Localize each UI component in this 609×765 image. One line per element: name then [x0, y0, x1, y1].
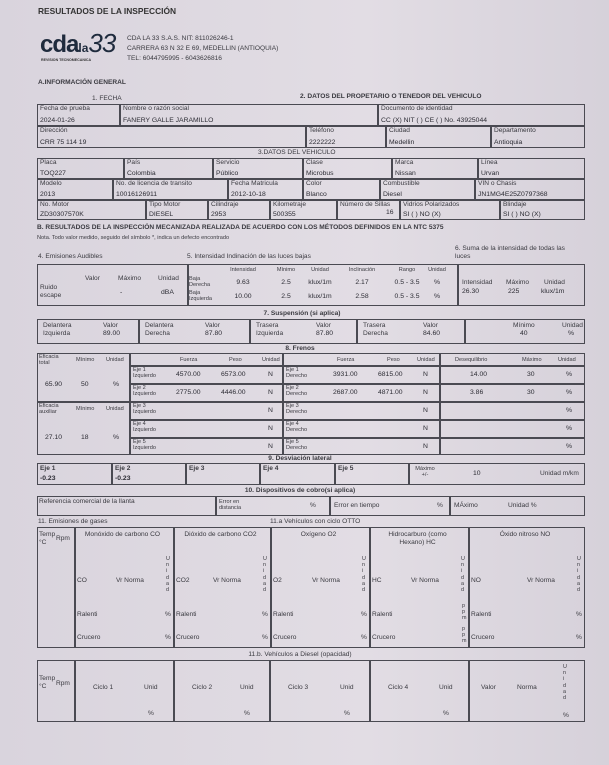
ruido-valor: -	[120, 289, 123, 296]
diesel-temp-label: Temp °C	[39, 675, 56, 690]
error-distancia-label: Error en distancia	[219, 499, 242, 511]
light-value: 2.58	[355, 293, 369, 300]
vehicle-section-title: 3.DATOS DEL VEHICULO	[258, 149, 336, 156]
desequilibrio-value: 14.00	[470, 371, 488, 378]
deseq-unidad: %	[566, 425, 573, 432]
diesel-unid-label: Unid	[439, 684, 453, 691]
lights-header: Mínimo	[276, 267, 296, 273]
marca-value: Nissan	[395, 170, 416, 177]
lights-header: Unidad	[428, 267, 446, 273]
diesel-unit: %	[148, 710, 154, 717]
gas-unit-ralenti: %	[262, 611, 268, 618]
right-unidad-header: Unidad	[417, 357, 435, 363]
left-fuerza-header: Fuerza	[180, 357, 198, 363]
gas-crucero: Crucero	[77, 634, 101, 641]
cilindraje-value: 2953	[211, 211, 227, 218]
deviation-eje-value: -0.23	[40, 475, 56, 482]
gas-unit-ralenti: ppm	[462, 603, 467, 622]
table-cell	[440, 402, 585, 420]
suspension-valor-header: Valor	[103, 322, 118, 329]
documento-label: Documento de identidad	[381, 105, 453, 112]
eficacia-total-value: 65.90	[45, 381, 63, 388]
table-cell	[440, 420, 585, 438]
left-unidad-header: Unidad	[262, 357, 280, 363]
light-row-label: Baja Derecha	[189, 276, 211, 288]
eficacia-auxiliar-value: 27.10	[45, 434, 63, 441]
gas-code: CO	[77, 577, 87, 584]
suspension-unidad: %	[568, 330, 575, 337]
table-cell	[440, 366, 585, 384]
linea-label: Línea	[481, 159, 498, 166]
diesel-ciclo-label: Ciclo 2	[192, 684, 213, 691]
gas-block	[469, 527, 585, 648]
left-peso: 6573.00	[221, 371, 246, 378]
vidrios-label: Vidrios Polarizados	[403, 201, 460, 208]
light-value: %	[433, 293, 441, 300]
deseq-unidad: %	[566, 443, 573, 450]
kilometraje-label: Kilometraje	[273, 201, 306, 208]
axle-label: Eje 3 Derecho	[286, 403, 308, 415]
axle-label: Eje 5 Izquierdo	[133, 439, 157, 451]
otto-title: 11.a Vehículos con ciclo OTTO	[270, 518, 361, 525]
diesel-cycle-cell	[270, 660, 370, 722]
deseq-unidad: %	[566, 389, 573, 396]
gas-ralenti: Ralenti	[77, 611, 98, 618]
suspension-position-label: Delantera Izquierda	[43, 322, 72, 337]
gas-ralenti: Ralenti	[471, 611, 492, 618]
motor-value: ZD30307570K	[40, 211, 84, 218]
table-cell	[130, 353, 283, 366]
kilometraje-value: 500355	[273, 211, 296, 218]
gas-title: Hidrocarburo (como Hexano) HC	[388, 531, 447, 546]
suspension-position-label: Trasera Izquierda	[256, 322, 284, 337]
telefono-label: Teléfono	[309, 127, 334, 134]
deviation-maximo-label: Máximo +/-	[415, 466, 435, 478]
deseq-maximo-header: Máximo	[522, 357, 542, 363]
brakes-minimo-header: Mínimo	[76, 357, 95, 363]
fecha-prueba-label: Fecha de prueba	[40, 105, 90, 112]
axle-label: Eje 3 Izquierdo	[133, 403, 157, 415]
vin-label: VIN o Chasis	[478, 180, 517, 187]
placa-value: TOQ227	[40, 170, 66, 177]
suspension-minimo: 40	[520, 330, 528, 337]
deseq-unidad: %	[566, 407, 573, 414]
modelo-value: 2013	[40, 191, 56, 198]
light-row-label: Baja Izquierda	[189, 290, 213, 302]
deseq-unidad: %	[566, 371, 573, 378]
company-line-3: TEL: 6044795995 - 6043626816	[127, 55, 222, 62]
dispositivos-maximo: MÁximo	[454, 502, 478, 509]
licencia-value: 10016126911	[116, 191, 158, 198]
axle-label: Eje 2 Derecho	[286, 385, 308, 397]
lights-header: Intensidad	[230, 267, 256, 273]
gas-unidad-vertical: Unidad	[166, 556, 170, 594]
sum-maximo-header: Máximo	[506, 279, 530, 286]
sum-maximo-value: 225	[508, 288, 520, 295]
deviation-eje-value: -0.23	[115, 475, 131, 482]
gas-unit-crucero: %	[576, 634, 582, 641]
servicio-value: Público	[216, 170, 239, 177]
deviation-eje-label: Eje 3	[189, 465, 205, 472]
suspension-title: 7. Suspensión (si aplica)	[263, 310, 341, 317]
temp-label: Temp °C	[39, 531, 56, 546]
suspension-value: 87.80	[205, 330, 223, 337]
lights-title: 5. Intensidad Indinación de las luces bajas	[187, 253, 311, 260]
eficacia-auxiliar-minimo: 18	[81, 434, 89, 441]
eficacia-auxiliar-header: Eficacia auxiliar	[39, 403, 59, 415]
left-unidad: N	[268, 425, 273, 432]
desequilibrio-value: 3.86	[470, 389, 484, 396]
deseq-maximo: 30	[527, 389, 535, 396]
right-unidad: N	[423, 425, 428, 432]
departamento-value: Antioquia	[494, 139, 523, 146]
diesel-cycle-cell	[370, 660, 469, 722]
brakes-title: 8. Frenos	[285, 345, 315, 352]
servicio-label: Servicio	[216, 159, 240, 166]
audible-emissions-title: 4. Emisiones Audibles	[38, 253, 103, 260]
left-unidad: N	[268, 371, 273, 378]
nombre-label: Nombre o razón social	[123, 105, 189, 112]
right-peso: 6815.00	[378, 371, 403, 378]
left-unidad: N	[268, 407, 273, 414]
direccion-label: Dirección	[40, 127, 68, 134]
light-value: klux/1m	[308, 293, 332, 300]
suspension-value: 89.00	[103, 330, 121, 337]
linea-value: Urvan	[481, 170, 500, 177]
suspension-valor-header: Valor	[423, 322, 438, 329]
gas-ralenti: Ralenti	[372, 611, 393, 618]
suspension-unidad-header: Unidad	[562, 322, 583, 329]
gas-unit-crucero: %	[361, 634, 367, 641]
gas-title: Monóxido de carbono CO	[84, 531, 161, 538]
cda-la-33-logo: cdala33	[40, 28, 116, 58]
ruido-escape-label: Ruido escape	[40, 284, 62, 299]
suspension-minimo-header: Mínimo	[513, 322, 535, 329]
gas-unit-ralenti: %	[361, 611, 367, 618]
diesel-unidad-unit: %	[563, 712, 569, 719]
referencia-llanta-label: Referencia comercial de la llanta	[39, 498, 135, 505]
gas-unit-crucero: %	[262, 634, 268, 641]
suspension-position-label: Trasera Derecha	[363, 322, 388, 337]
diesel-unidad-vertical: Unidad	[563, 664, 567, 702]
clase-label: Clase	[306, 159, 323, 166]
diesel-ciclo-label: Ciclo 4	[388, 684, 409, 691]
light-value: 10.00	[234, 293, 252, 300]
lights-sum-title: 6. Suma de la intensidad de todas las luces	[455, 245, 565, 260]
error-tiempo-unit: %	[437, 502, 443, 509]
direccion-value: CRR 75 114 19	[40, 139, 87, 146]
gas-code: HC	[372, 577, 382, 584]
light-value: %	[433, 279, 441, 286]
brakes-unidad-header: Unidad	[106, 357, 124, 363]
diesel-ciclo-label: Ciclo 1	[93, 684, 114, 691]
gas-crucero: Crucero	[372, 634, 396, 641]
light-value: 2.5	[281, 293, 291, 300]
gas-code: CO2	[176, 577, 190, 584]
eficacia-total-header: Eficacia total	[39, 354, 59, 366]
ruido-unidad: dBA	[161, 289, 174, 296]
ciudad-value: Medellin	[389, 139, 415, 146]
left-peso-header: Peso	[229, 357, 242, 363]
gas-title: Dióxido de carbono CO2	[184, 531, 257, 538]
lights-header: Rango	[398, 267, 416, 273]
gas-title: Óxido nitroso NO	[499, 531, 551, 538]
gas-crucero: Crucero	[471, 634, 495, 641]
owner-section-title: 2. DATOS DEL PROPETARIO O TENEDOR DEL VEHICULO	[300, 93, 482, 100]
gas-unit-crucero: ppm	[462, 626, 467, 645]
deviation-eje-label: Eje 1	[40, 465, 56, 472]
right-unidad: N	[423, 389, 428, 396]
lights-header: Inclinación	[348, 267, 376, 273]
dispositivos-unidad: Unidad %	[508, 502, 537, 509]
gas-block	[174, 527, 271, 648]
right-unidad: N	[423, 371, 428, 378]
gas-unidad-vertical: Unidad	[577, 556, 581, 594]
diesel-cycle-cell	[174, 660, 270, 722]
aux-unidad-header: Unidad	[106, 406, 124, 412]
placa-label: Placa	[40, 159, 57, 166]
light-value: 0.5 - 3.5	[394, 293, 420, 300]
maximo-header: Máximo	[118, 275, 142, 282]
pais-label: País	[127, 159, 141, 166]
fecha-prueba-value: 2024-01-26	[40, 117, 75, 124]
right-peso: 4871.00	[378, 389, 403, 396]
gas-unit-ralenti: %	[165, 611, 171, 618]
axle-label: Eje 1 Izquierdo	[133, 367, 157, 379]
right-peso-header: Peso	[387, 357, 400, 363]
suspension-valor-header: Valor	[316, 322, 331, 329]
gas-emissions-title: 11. Emisiones de gases	[38, 518, 108, 525]
licencia-label: No. de licencia de transito	[116, 180, 192, 187]
documento-value: CC (X) NIT ( ) CE ( ) No. 43925044	[381, 117, 488, 124]
telefono-value: 2222222	[309, 139, 336, 146]
axle-label: Eje 5 Derecho	[286, 439, 308, 451]
fecha-matricula-value: 2012-10-18	[231, 191, 266, 198]
suspension-valor-header: Valor	[205, 322, 220, 329]
gas-code: NO	[471, 577, 481, 584]
gas-crucero: Crucero	[273, 634, 297, 641]
deviation-eje-label: Eje 4	[263, 465, 279, 472]
diesel-unid-label: Unid	[144, 684, 158, 691]
pais-value: Colombia	[127, 170, 156, 177]
right-unidad: N	[423, 407, 428, 414]
diesel-valor-label: Valor	[481, 684, 496, 691]
diesel-unid-label: Unid	[240, 684, 254, 691]
blindaje-value: SI ( ) NO (X)	[503, 211, 541, 218]
deviation-eje-label: Eje 5	[338, 465, 354, 472]
left-fuerza: 2775.00	[176, 389, 201, 396]
marca-label: Marca	[395, 159, 414, 166]
lights-header: Unidad	[311, 267, 329, 273]
gas-unidad-vertical: Unidad	[263, 556, 267, 594]
right-fuerza: 3931.00	[333, 371, 358, 378]
company-line-2: CARRERA 63 N 32 E 69, MEDELLIN (ANTIOQUIA)	[127, 45, 279, 52]
nombre-value: FANERY GALLE JARAMILLO	[123, 117, 214, 124]
sum-unidad-value: klux/1m	[541, 288, 565, 295]
diesel-norma-label: Norma	[517, 684, 537, 691]
axle-label: Eje 1 Derecho	[286, 367, 308, 379]
vin-value: JN1MG4E25Z0797368	[478, 191, 548, 198]
left-peso: 4446.00	[221, 389, 246, 396]
tipo-motor-label: Tipo Motor	[149, 201, 181, 208]
suspension-position-label: Delantera Derecha	[145, 322, 174, 337]
axle-label: Eje 4 Derecho	[286, 421, 308, 433]
right-unidad: N	[423, 443, 428, 450]
axle-label: Eje 4 Izquierdo	[133, 421, 157, 433]
report-title: RESULTADOS DE LA INSPECCIÓN	[38, 6, 177, 16]
diesel-unit: %	[443, 710, 449, 717]
diesel-unit: %	[244, 710, 250, 717]
gas-unidad-vertical: Unidad	[461, 556, 465, 594]
light-value: 0.5 - 3.5	[394, 279, 420, 286]
modelo-label: Modelo	[40, 180, 62, 187]
left-fuerza: 4570.00	[176, 371, 201, 378]
logo-tagline: REVISION TECNOMECANICA	[41, 58, 92, 62]
sillas-label: Número de Sillas	[340, 201, 391, 208]
light-value: 9.63	[236, 279, 250, 286]
light-value: 2.17	[355, 279, 369, 286]
axle-label: Eje 2 Izquierdo	[133, 385, 157, 397]
right-fuerza: 2687.00	[333, 389, 358, 396]
gas-vr-norma: Vr Norma	[312, 577, 340, 584]
fecha-matricula-label: Fecha Matricula	[231, 180, 278, 187]
taximeter-title: 10. Dispositivos de cobro(si aplica)	[244, 487, 356, 494]
eficacia-total-unidad: %	[113, 381, 120, 388]
gas-unit-ralenti: %	[576, 611, 582, 618]
sum-unidad-header: Unidad	[544, 279, 565, 286]
deviation-maximo: 10	[473, 470, 481, 477]
left-unidad: N	[268, 443, 273, 450]
diesel-unid-label: Unid	[340, 684, 354, 691]
ciudad-label: Ciudad	[389, 127, 410, 134]
color-value: Blanco	[306, 191, 327, 198]
diesel-title: 11.b. Vehículos a Diesel (opacidad)	[248, 651, 352, 658]
combustible-label: Combustible	[383, 180, 420, 187]
table-cell	[440, 384, 585, 402]
gas-crucero: Crucero	[176, 634, 200, 641]
right-fuerza-header: Fuerza	[337, 357, 355, 363]
departamento-label: Departamento	[494, 127, 536, 134]
light-value: 2.5	[281, 279, 291, 286]
company-line-1: CDA LA 33 S.A.S. NIT: 811026246-1	[127, 35, 234, 42]
motor-label: No. Motor	[40, 201, 69, 208]
valor-header: Valor	[85, 275, 100, 282]
light-value: klux/1m	[308, 279, 332, 286]
deseq-maximo: 30	[527, 371, 535, 378]
gas-ralenti: Ralenti	[273, 611, 294, 618]
error-distancia-unit: %	[310, 502, 316, 509]
blindaje-label: Blindaje	[503, 201, 527, 208]
diesel-unit: %	[344, 710, 350, 717]
gas-ralenti: Ralenti	[176, 611, 197, 618]
deviation-eje-label: Eje 2	[115, 465, 131, 472]
section-general-title: A.INFORMACIÓN GENERAL	[38, 79, 126, 86]
sum-intensidad-header: Intensidad	[462, 279, 493, 286]
deviation-unidad: Unidad m/km	[540, 470, 579, 477]
error-tiempo-label: Error en tiempo	[334, 502, 380, 509]
diesel-temp-cell	[37, 660, 75, 722]
sillas-value: 16	[386, 209, 394, 216]
diesel-cycle-cell	[75, 660, 174, 722]
gas-title: Oxígeno O2	[300, 531, 337, 538]
unidad-header: Unidad	[158, 275, 179, 282]
aux-minimo-header: Mínimo	[76, 406, 95, 412]
eficacia-auxiliar-unidad: %	[113, 434, 120, 441]
gas-unidad-vertical: Unidad	[362, 556, 366, 594]
suspension-value: 84.60	[423, 330, 441, 337]
gas-code: O2	[273, 577, 282, 584]
rpm-label: Rpm	[56, 535, 70, 542]
gas-unit-crucero: %	[165, 634, 171, 641]
fecha-section-title: 1. FECHA	[92, 95, 122, 102]
cilindraje-label: Cilindraje	[211, 201, 239, 208]
table-cell	[440, 438, 585, 455]
suspension-value: 87.80	[316, 330, 334, 337]
gas-block	[271, 527, 370, 648]
gas-vr-norma: Vr Norma	[116, 577, 144, 584]
lateral-deviation-title: 9. Desviación lateral	[268, 455, 332, 462]
results-note: Nota. Todo valor medido, seguido del símbolo *, indica un defecto encontrado	[37, 235, 230, 241]
results-title: B. RESULTADOS DE LA INSPECCIÓN MECANIZADA REALIZADA DE ACUERDO CON LOS MÉTODOS DEFINIDOS EN LA NTC 5375	[37, 224, 444, 231]
clase-value: Microbus	[306, 170, 334, 177]
gas-block	[75, 527, 174, 648]
combustible-value: Diesel	[383, 191, 402, 198]
gas-vr-norma: Vr Norma	[527, 577, 555, 584]
sum-intensidad-value: 26.30	[462, 288, 480, 295]
color-label: Color	[306, 180, 322, 187]
eficacia-total-minimo: 50	[81, 381, 89, 388]
gas-vr-norma: Vr Norma	[411, 577, 439, 584]
desequilibrio-header: Desequilibrio	[455, 357, 488, 363]
gas-vr-norma: Vr Norma	[213, 577, 241, 584]
vidrios-value: SI ( ) NO (X)	[403, 211, 441, 218]
diesel-ciclo-label: Ciclo 3	[288, 684, 309, 691]
left-unidad: N	[268, 389, 273, 396]
tipo-motor-value: DIESEL	[149, 211, 174, 218]
deseq-unidad-header: Unidad	[558, 357, 576, 363]
diesel-rpm-label: Rpm	[56, 680, 70, 687]
